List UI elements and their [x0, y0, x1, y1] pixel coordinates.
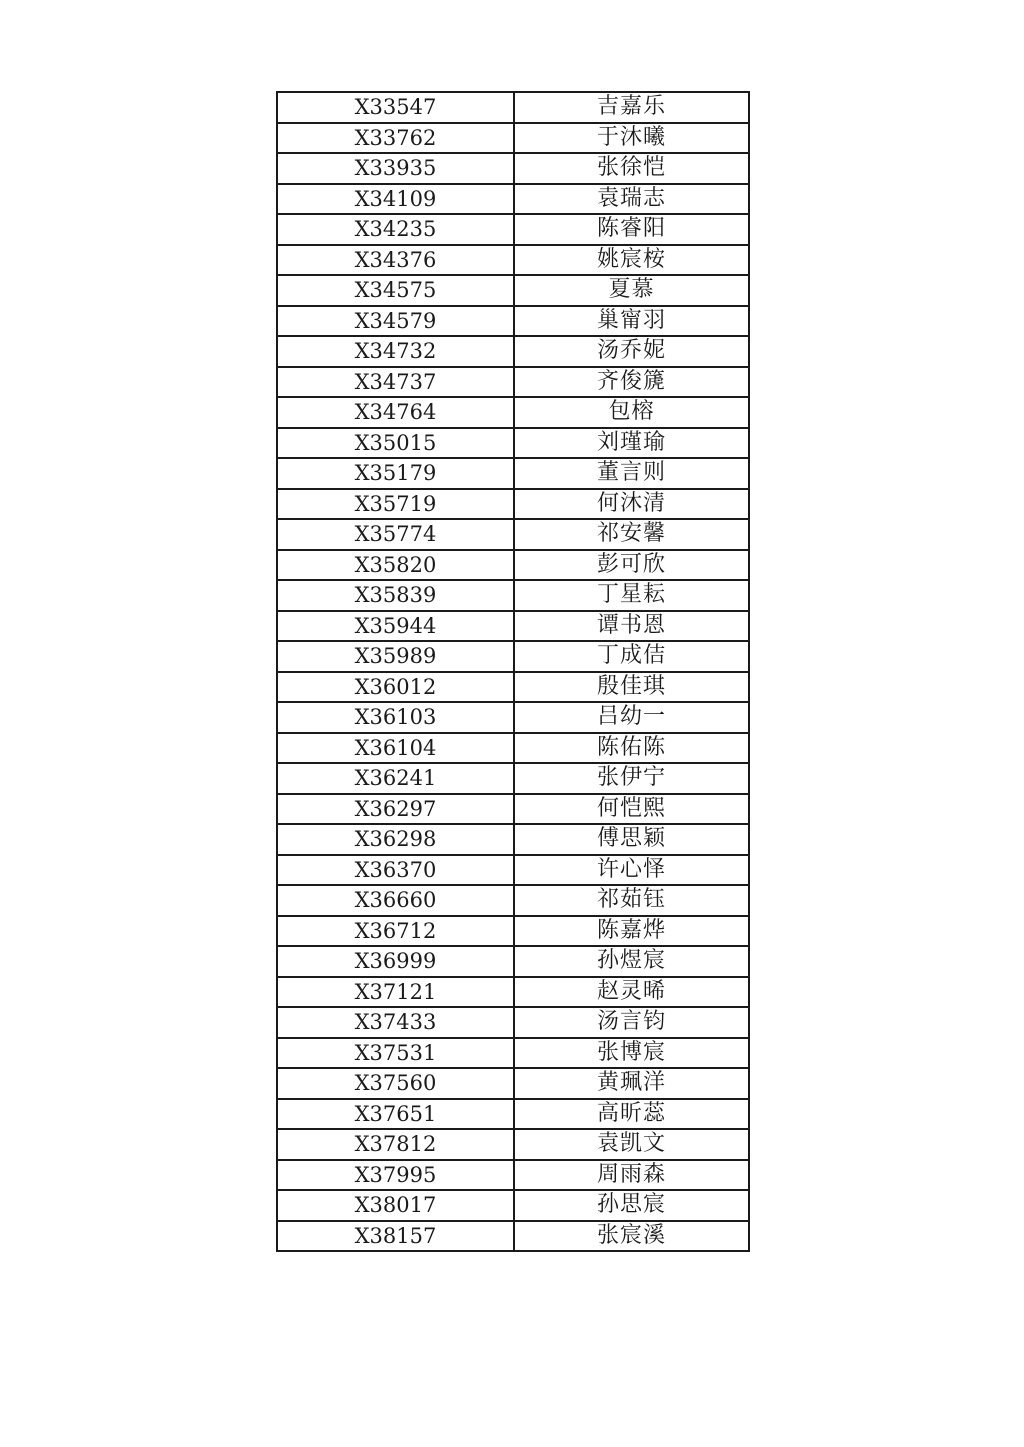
table-row [277, 1221, 749, 1252]
student-name-cell: 彭可欣 [514, 550, 749, 581]
student-id-cell: X35944 [277, 611, 514, 642]
student-id-cell: X33762 [277, 123, 514, 154]
table-row [277, 763, 749, 794]
student-id-cell: X37560 [277, 1068, 514, 1099]
student-name-cell: 张伊宁 [514, 763, 749, 794]
student-id-cell: X37812 [277, 1129, 514, 1160]
student-name-cell: 高昕蕊 [514, 1099, 749, 1130]
student-id-cell: X36370 [277, 855, 514, 886]
student-id-cell: X34235 [277, 214, 514, 245]
student-name-cell: 陈睿阳 [514, 214, 749, 245]
student-name-cell: 孙思宸 [514, 1190, 749, 1221]
table-row [277, 733, 749, 764]
student-name-cell: 陈嘉烨 [514, 916, 749, 947]
table-row [277, 580, 749, 611]
student-id-cell: X36298 [277, 824, 514, 855]
student-id-cell: X36012 [277, 672, 514, 703]
table-row [277, 245, 749, 276]
table-row [277, 916, 749, 947]
student-id-cell: X35839 [277, 580, 514, 611]
student-id-cell: X34737 [277, 367, 514, 398]
student-name-cell: 孙煜宸 [514, 946, 749, 977]
table-row [277, 428, 749, 459]
student-id-cell: X33935 [277, 153, 514, 184]
student-name-cell: 袁瑞志 [514, 184, 749, 215]
student-name-cell: 齐俊篪 [514, 367, 749, 398]
table-row [277, 489, 749, 520]
student-name-cell: 周雨森 [514, 1160, 749, 1191]
student-id-cell: X36241 [277, 763, 514, 794]
table-row [277, 794, 749, 825]
table-row [277, 1129, 749, 1160]
table-row [277, 824, 749, 855]
student-name-cell: 何恺熙 [514, 794, 749, 825]
table-row [277, 1068, 749, 1099]
table-row [277, 550, 749, 581]
student-id-cell: X38017 [277, 1190, 514, 1221]
student-name-cell: 董言则 [514, 458, 749, 489]
table-row [277, 611, 749, 642]
student-name-cell: 包榕 [514, 397, 749, 428]
student-name-cell: 祁茹钰 [514, 885, 749, 916]
student-id-cell: X36712 [277, 916, 514, 947]
student-name-cell: 夏慕 [514, 275, 749, 306]
student-id-cell: X37531 [277, 1038, 514, 1069]
roster-body [277, 92, 749, 1251]
table-row [277, 1160, 749, 1191]
student-name-cell: 陈佑陈 [514, 733, 749, 764]
student-id-cell: X35774 [277, 519, 514, 550]
student-id-cell: X35179 [277, 458, 514, 489]
student-id-cell: X34579 [277, 306, 514, 337]
student-id-cell: X35719 [277, 489, 514, 520]
student-name-cell: 吕幼一 [514, 702, 749, 733]
student-id-cell: X36999 [277, 946, 514, 977]
table-row [277, 367, 749, 398]
table-row [277, 275, 749, 306]
student-id-cell: X35015 [277, 428, 514, 459]
table-row [277, 1038, 749, 1069]
student-id-cell: X37651 [277, 1099, 514, 1130]
roster-table [276, 91, 750, 1252]
student-name-cell: 傅思颖 [514, 824, 749, 855]
table-row [277, 1099, 749, 1130]
student-name-cell: 刘瑾瑜 [514, 428, 749, 459]
student-name-cell: 汤乔妮 [514, 336, 749, 367]
student-id-cell: X37995 [277, 1160, 514, 1191]
table-row [277, 885, 749, 916]
student-name-cell: 袁凯文 [514, 1129, 749, 1160]
student-id-cell: X36103 [277, 702, 514, 733]
student-id-cell: X38157 [277, 1221, 514, 1252]
table-row [277, 1007, 749, 1038]
student-id-cell: X33547 [277, 92, 514, 123]
student-name-cell: 吉嘉乐 [514, 92, 749, 123]
student-name-cell: 汤言钧 [514, 1007, 749, 1038]
table-row [277, 336, 749, 367]
student-id-cell: X34575 [277, 275, 514, 306]
student-id-cell: X37433 [277, 1007, 514, 1038]
table-row [277, 458, 749, 489]
student-name-cell: 巢甯羽 [514, 306, 749, 337]
table-row [277, 519, 749, 550]
student-name-cell: 殷佳琪 [514, 672, 749, 703]
student-name-cell: 赵灵晞 [514, 977, 749, 1008]
student-name-cell: 丁星耘 [514, 580, 749, 611]
student-name-cell: 丁成佶 [514, 641, 749, 672]
table-row [277, 702, 749, 733]
table-row [277, 672, 749, 703]
student-id-cell: X34376 [277, 245, 514, 276]
table-row [277, 1190, 749, 1221]
table-row [277, 153, 749, 184]
student-id-cell: X35989 [277, 641, 514, 672]
table-row [277, 641, 749, 672]
table-row [277, 946, 749, 977]
student-name-cell: 谭书恩 [514, 611, 749, 642]
student-id-cell: X34764 [277, 397, 514, 428]
student-id-cell: X36297 [277, 794, 514, 825]
student-name-cell: 张徐恺 [514, 153, 749, 184]
student-id-cell: X36660 [277, 885, 514, 916]
student-name-cell: 姚宸桉 [514, 245, 749, 276]
table-row [277, 123, 749, 154]
student-name-cell: 张博宸 [514, 1038, 749, 1069]
student-name-cell: 张宸溪 [514, 1221, 749, 1252]
student-id-cell: X37121 [277, 977, 514, 1008]
student-name-cell: 于沐曦 [514, 123, 749, 154]
student-id-cell: X34109 [277, 184, 514, 215]
student-name-cell: 黄珮洋 [514, 1068, 749, 1099]
table-row [277, 214, 749, 245]
student-name-cell: 许心怿 [514, 855, 749, 886]
student-name-cell: 祁安馨 [514, 519, 749, 550]
table-row [277, 184, 749, 215]
table-row [277, 977, 749, 1008]
student-id-cell: X35820 [277, 550, 514, 581]
student-name-cell: 何沐清 [514, 489, 749, 520]
table-row [277, 92, 749, 123]
student-id-cell: X36104 [277, 733, 514, 764]
student-id-cell: X34732 [277, 336, 514, 367]
table-row [277, 855, 749, 886]
table-row [277, 306, 749, 337]
table-row [277, 397, 749, 428]
